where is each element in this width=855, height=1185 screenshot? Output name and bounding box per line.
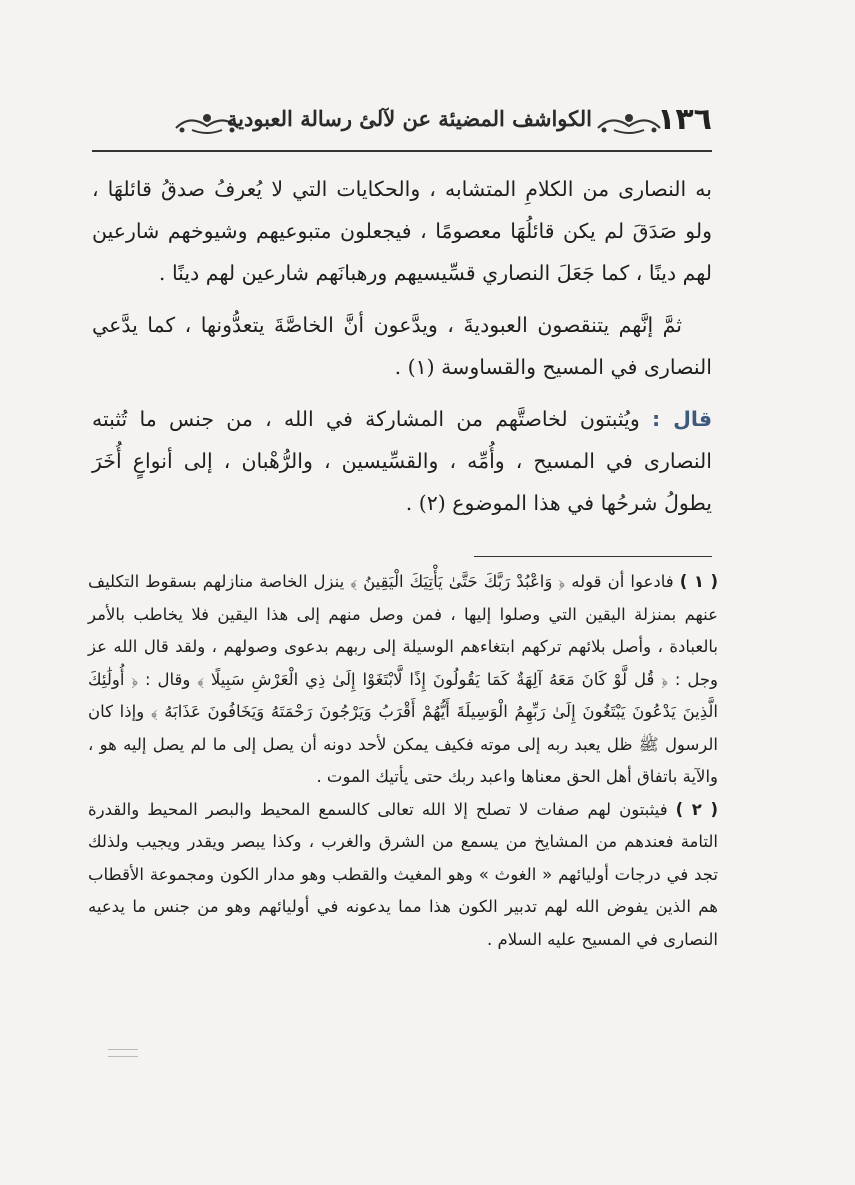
footnotes <box>88 566 718 956</box>
paragraph-qal <box>92 398 712 524</box>
header-rule <box>92 150 712 152</box>
footnote-text: فيثبتون لهم صفات لا تصلح إلا الله تعالى كالسمع المحيط والبصر المحيط والقدرة التامة فعندهم من المشايخ من يسمع من الشرق والغرب ، وكذا يبصر ويقدر ويجيب ولذلك تجد في درجات أوليائهم « الغوث » وهو المغيث والقطب وهو مدار الكون ومجموعة الأقطاب هم الذين يفوض الله لهم تدبير الكون هذا مما يدعونه في أوليائهم وهو من جنس ما يدعيه النصارى في المسيح عليه السلام . <box>88 799 718 949</box>
footnote-separator <box>474 556 712 557</box>
paragraph: ثمَّ إنَّهم يتنقصون العبوديةَ ، ويدَّعون أنَّ الخاصَّةَ يتعدُّونها ، كما يدَّعي النصارى في المسيح والقساوسة (١) . <box>92 313 712 379</box>
main-text <box>92 168 712 534</box>
footnote <box>88 794 718 957</box>
page-header <box>92 100 712 148</box>
qal-label: قال : <box>652 407 712 431</box>
qal-text: ويُثبتون لخاصتَّهم من المشاركة في الله ، من جنس ما تُثبته النصارى في المسيح ، وأُمِّه ، والقسِّيسين ، والرُّهْبان ، إلى أنواعٍ أُخَرَ يطولُ شرحُها في هذا الموضوع (٢) . <box>92 407 712 515</box>
footnote-text: فادعوا أن قوله ﴿ وَاعْبُدْ رَبَّكَ حَتَّىٰ يَأْتِيَكَ الْيَقِينُ ﴾ ينزل الخاصة منازلهم بسقوط التكليف عنهم بمنزلة اليقين التي وصلوا إليها ، فمن وصل منهم إلى هذا اليقين فلا يخاطب بالأمر بالعبادة ، وأصل بلائهم تركهم ابتغاءهم الوسيلة إلى ربهم بدعوى وصولهم ، ولقد قال الله عز وجل : ﴿ قُل لَّوْ كَانَ مَعَهُ آلِهَةٌ كَمَا يَقُولُونَ إِذًا لَّابْتَغَوْا إِلَىٰ ذِي الْعَرْشِ سَبِيلًا ﴾ وقال : ﴿ أُولَٰئِكَ الَّذِينَ يَدْعُونَ يَبْتَغُونَ إِلَىٰ رَبِّهِمُ الْوَسِيلَةَ أَيُّهُمْ أَقْرَبُ وَيَرْجُونَ رَحْمَتَهُ وَيَخَافُونَ عَذَابَهُ ﴾ وإذا كان الرسول ﷺ ظل يعبد ربه إلى موته فكيف يمكن لأحد دونه أن يصل إلى ما لم يصل إليه هو ، والآية باتفاق أهل الحق معناها واعبد ربك حتى يأتيك الموت . <box>88 572 718 786</box>
footnote-number: ( ١ ) <box>679 572 718 591</box>
footnote <box>88 566 718 794</box>
margin-mark <box>108 1049 138 1057</box>
page-number: ١٣٦ <box>657 102 712 137</box>
running-title: الكواشف المضيئة عن لآلئ رسالة العبودية <box>226 106 592 131</box>
footnote-number: ( ٢ ) <box>675 799 718 819</box>
floral-ornament-icon <box>594 110 664 136</box>
paragraph: به النصارى من الكلامِ المتشابه ، والحكايات التي لا يُعرفُ صدقُ قائلهَا ، ولو صَدَقَ لم يكن قائلُهَا معصومًا ، فيجعلون متبوعيهم وشيوخهم شارعين لهم دينًا ، كما جَعَلَ النصاري قسِّيسيهم ورهبانَهم شارعين لهم دينًا . <box>92 177 712 285</box>
